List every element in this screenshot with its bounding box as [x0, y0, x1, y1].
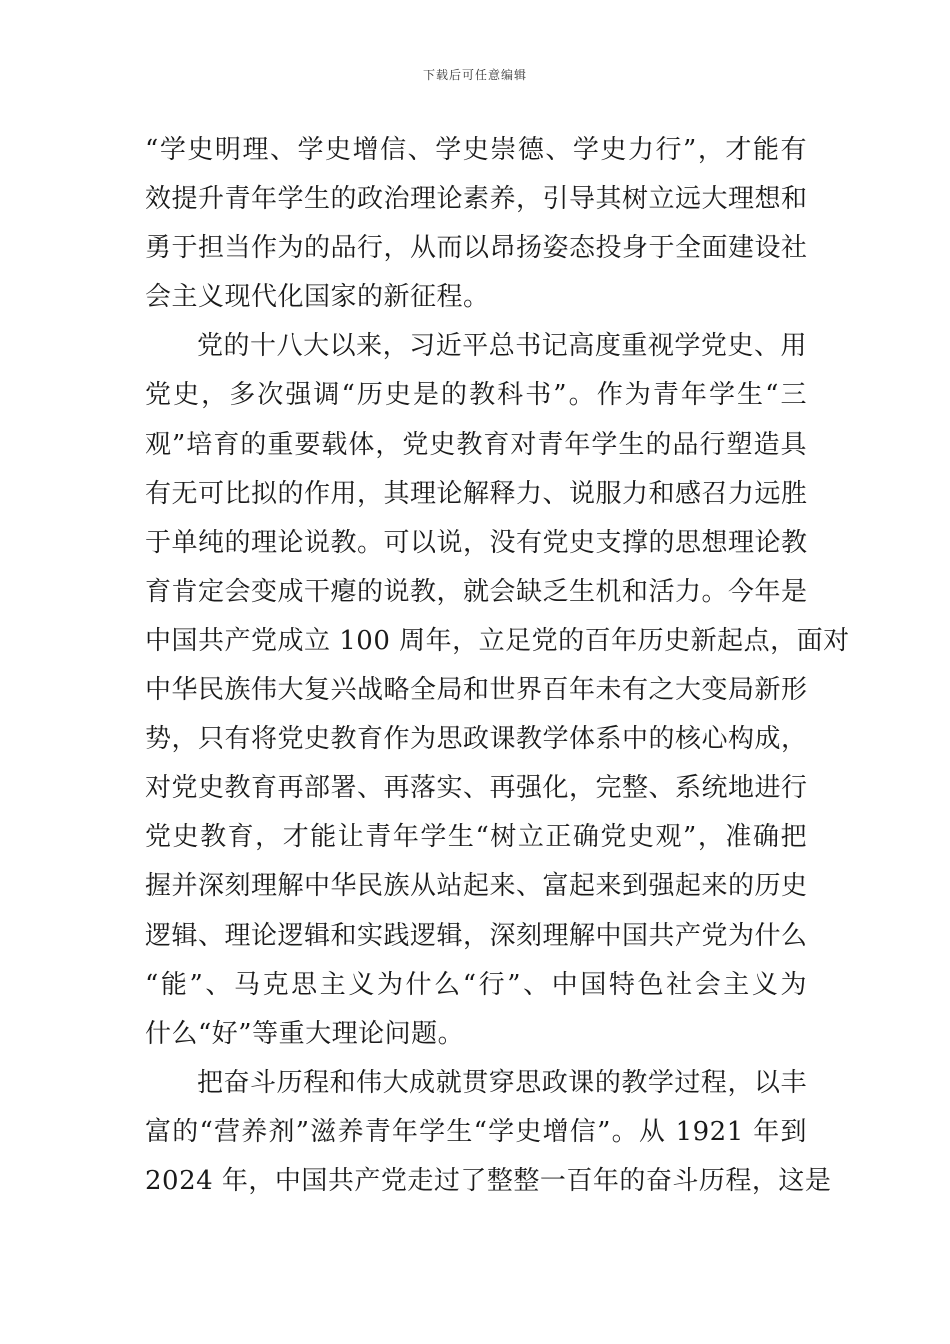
- text-line: 富的“营养剂”滋养青年学生“学史增信”。从 1921 年到: [145, 1116, 807, 1147]
- text-line: 对党史教育再部署、再落实、再强化，完整、系统地进行: [145, 773, 808, 804]
- text-line: 育肯定会变成干瘪的说教，就会缺乏生机和活力。今年是: [145, 576, 808, 607]
- text-line: 观”培育的重要载体，党史教育对青年学生的品行塑造具: [145, 429, 807, 460]
- text-line: 党史教育，才能让青年学生“树立正确党史观”，准确把: [145, 822, 807, 853]
- text-line: 中华民族伟大复兴战略全局和世界百年未有之大变局新形: [145, 675, 808, 706]
- paragraph: [145, 126, 807, 322]
- text-line: 勇于担当作为的品行，从而以昂扬姿态投身于全面建设社: [145, 233, 808, 264]
- text-line: 党史，多次强调“历史是的教科书”。作为青年学生“三: [145, 380, 807, 411]
- text-line: 2024 年，中国共产党走过了整整一百年的奋斗历程，这是: [145, 1165, 832, 1196]
- document-body: [145, 126, 850, 1206]
- text-line: 握并深刻理解中华民族从站起来、富起来到强起来的历史: [145, 871, 808, 902]
- text-line: 会主义现代化国家的新征程。: [145, 282, 490, 313]
- text-line: 逻辑、理论逻辑和实践逻辑，深刻理解中国共产党为什么: [145, 920, 808, 951]
- page-header: 下载后可任意编辑: [422, 68, 527, 82]
- text-line: 什么“好”等重大理论问题。: [145, 1018, 465, 1049]
- text-line: 效提升青年学生的政治理论素养，引导其树立远大理想和: [145, 184, 808, 215]
- text-line: 于单纯的理论说教。可以说，没有党史支撑的思想理论教: [145, 527, 808, 558]
- text-line: 党的十八大以来，习近平总书记高度重视学党史、用: [197, 331, 807, 362]
- text-line: “学史明理、学史增信、学史崇德、学史力行”，才能有: [145, 135, 807, 165]
- paragraph: [145, 322, 850, 1058]
- text-line: 把奋斗历程和伟大成就贯穿思政课的教学过程，以丰: [197, 1067, 807, 1098]
- text-line: 有无可比拟的作用，其理论解释力、说服力和感召力远胜: [145, 478, 808, 509]
- text-line: 中国共产党成立 100 周年，立足党的百年历史新起点，面对: [145, 625, 850, 656]
- paragraph: [145, 1059, 832, 1206]
- text-line: “能”、马克思主义为什么“行”、中国特色社会主义为: [145, 969, 807, 1000]
- text-line: 势，只有将党史教育作为思政课教学体系中的核心构成，: [145, 724, 808, 755]
